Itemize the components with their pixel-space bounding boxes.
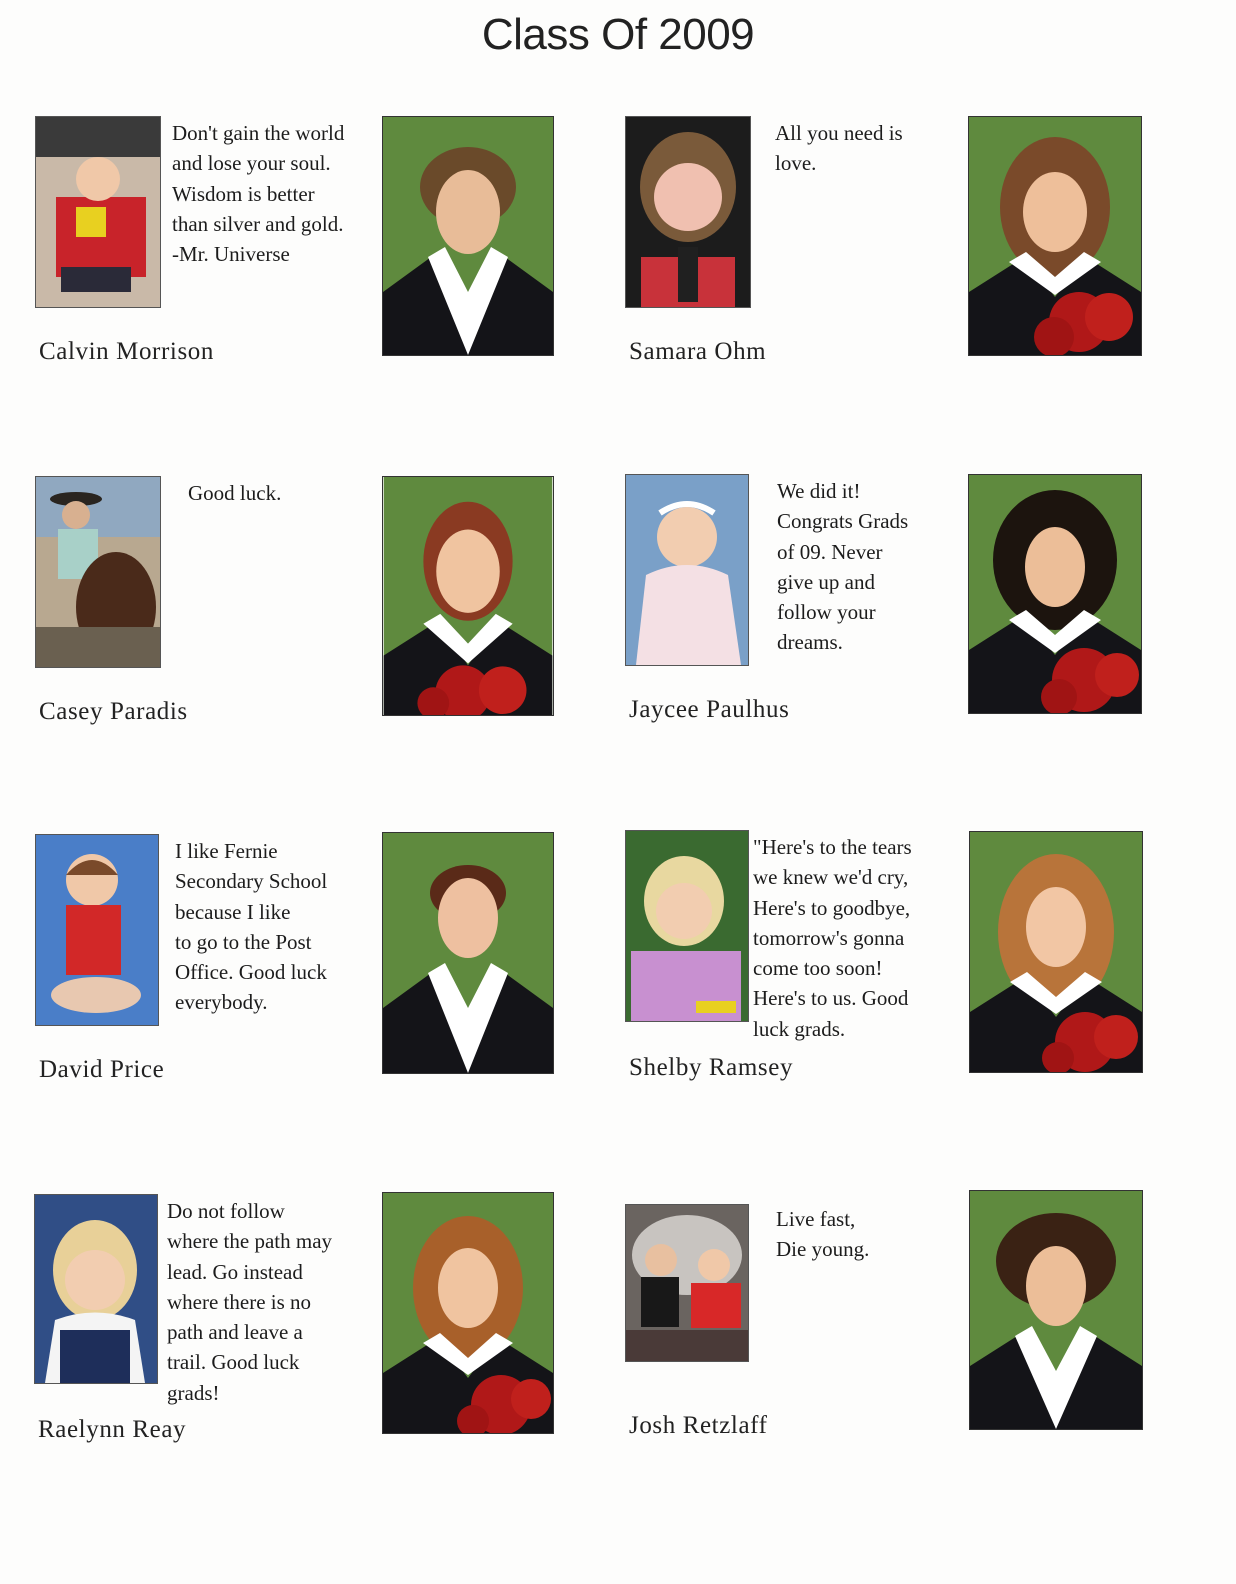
baby-photo <box>625 1204 749 1362</box>
graduation-portrait <box>382 476 554 716</box>
baby-photo <box>35 116 161 308</box>
graduation-portrait <box>382 116 554 356</box>
student-quote: Do not follow where the path may lead. Go instead where there is no path and leave a trail. Good luck grads! <box>167 1199 333 1405</box>
page-title: Class Of 2009 <box>481 10 755 59</box>
student-quote: Live fast, Die young. <box>776 1207 870 1262</box>
student-name: Raelynn Reay <box>38 1416 187 1443</box>
student-name: Josh Retzlaff <box>629 1412 768 1439</box>
student-entry <box>35 476 595 726</box>
student-quote: Good luck. <box>188 481 282 505</box>
baby-photo <box>625 116 751 308</box>
student-entry <box>625 830 1185 1080</box>
graduation-portrait <box>382 1192 554 1434</box>
student-entry <box>625 474 1185 724</box>
baby-photo <box>625 474 749 666</box>
student-name: Casey Paradis <box>39 698 188 725</box>
student-entry <box>35 834 595 1084</box>
student-entry <box>625 1202 1185 1452</box>
baby-photo <box>625 830 749 1022</box>
student-entry <box>625 116 1185 366</box>
student-quote: All you need is love. <box>775 121 903 176</box>
baby-photo <box>34 1194 158 1384</box>
student-quote: I like Fernie Secondary School because I like to go to the Post Office. Good luck everybody. <box>175 839 328 1015</box>
student-entry <box>35 116 595 366</box>
student-entry <box>34 1194 594 1444</box>
student-name: Calvin Morrison <box>39 338 214 365</box>
graduation-portrait <box>968 116 1142 356</box>
student-name: Samara Ohm <box>629 338 767 365</box>
student-quote: "Here's to the tears we knew we'd cry, Here's to goodbye, tomorrow's gonna come too soon! Here's to us. Good luck grads. <box>753 835 912 1041</box>
graduation-portrait <box>969 1190 1143 1430</box>
student-quote: Don't gain the world and lose your soul. Wisdom is better than silver and gold. -Mr. Universe <box>172 121 345 267</box>
baby-photo <box>35 834 159 1026</box>
student-name: Jaycee Paulhus <box>629 696 790 723</box>
graduation-portrait <box>969 831 1143 1073</box>
graduation-portrait <box>968 474 1142 714</box>
student-name: David Price <box>39 1056 165 1083</box>
student-quote: We did it! Congrats Grads of 09. Never give up and follow your dreams. <box>777 479 909 655</box>
student-name: Shelby Ramsey <box>629 1054 794 1081</box>
baby-photo <box>35 476 161 668</box>
graduation-portrait <box>382 832 554 1074</box>
